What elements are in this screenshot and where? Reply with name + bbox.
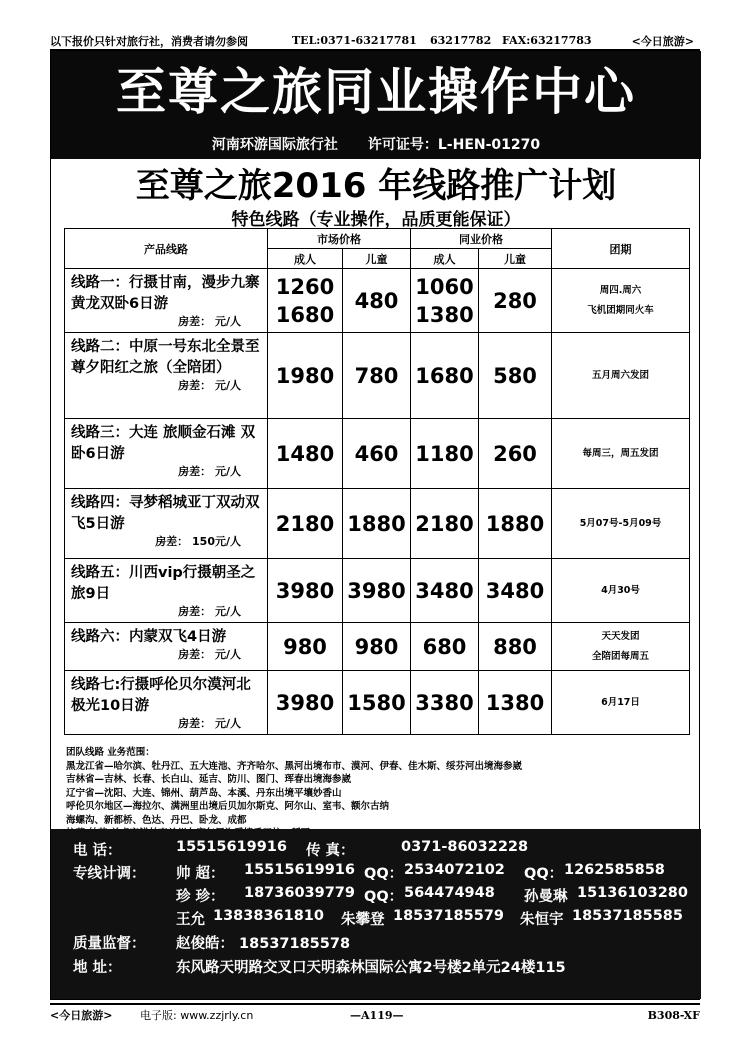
route-name-cell (65, 269, 268, 333)
departure-period: 五月周六发团 (552, 333, 690, 419)
contact-panel (51, 829, 701, 999)
route-name: 线路五：川西vip行摄朝圣之旅9日 (71, 565, 256, 602)
qq-number: 1262585858 (564, 862, 665, 878)
staff-phone: 15515619916 (244, 862, 355, 878)
market-adult-price: 1260 1680 (268, 269, 343, 333)
notice-text: 以下报价只针对旅行社，消费者请勿参阅 (50, 34, 248, 48)
departure-period: 每周三，周五发团 (552, 419, 690, 489)
route-row (65, 333, 690, 419)
scope-line: 呼伦贝尔地区—海拉尔、满洲里出境后贝加尔斯克、阿尔山、室韦、额尔古纳 (66, 801, 390, 812)
header-banner (51, 51, 701, 159)
departure-period: 4月30号 (552, 559, 690, 623)
trade-child-price: 280 (479, 269, 552, 333)
route-name-cell (65, 623, 268, 671)
page-subheadline: 特色线路（专业操作，品质更能保证） (231, 210, 521, 230)
market-adult-price: 3980 (268, 559, 343, 623)
trade-child-price: 1380 (479, 671, 552, 735)
trade-adult-price: 3480 (411, 559, 479, 623)
trade-child-price: 3480 (479, 559, 552, 623)
route-name-cell (65, 559, 268, 623)
market-adult-price: 980 (268, 623, 343, 671)
quality-row (51, 932, 701, 954)
room-difference: 房差： 150元/人 (155, 535, 241, 548)
trade-child-price: 260 (479, 419, 552, 489)
hotline-label: 专线计调： (73, 866, 146, 882)
hotline-row-1 (51, 862, 701, 884)
col-trade-adult: 成人 (411, 249, 479, 269)
qq-number: 2534072102 (404, 862, 505, 878)
col-market-child: 儿童 (343, 249, 411, 269)
route-row (65, 559, 690, 623)
scope-line: 黑龙江省—哈尔滨、牡丹江、五大连池、齐齐哈尔、黑河出境布市、漠河、伊春、佳木斯、绥芬河出境海参崴 (66, 760, 523, 772)
trade-adult-price: 680 (411, 623, 479, 671)
qq-label: QQ： (524, 866, 564, 882)
departure-period: 5月07号-5月09号 (552, 489, 690, 559)
tel-text: TEL:0371-63217781 (292, 34, 417, 47)
scope-line: 辽宁省—沈阳、大连、锦州、葫芦岛、本溪、丹东出境平壤妙香山 (66, 787, 342, 799)
col-period-header: 团期 (552, 229, 690, 269)
address-label: 地 址： (73, 960, 122, 976)
address-row (51, 956, 701, 978)
room-difference: 房差： 元/人 (178, 717, 241, 730)
fax-text: FAX:63217783 (502, 34, 592, 47)
route-name-cell (65, 419, 268, 489)
trade-child-price: 580 (479, 333, 552, 419)
route-name: 线路三：大连 旅顺金石滩 双卧6日游 (71, 425, 256, 462)
page-footer (50, 1003, 700, 1025)
staff-phone: 13838361810 (213, 908, 324, 924)
staff-phone: 18537185579 (393, 908, 504, 924)
scope-header: 团队线路 业务范围： (66, 747, 155, 758)
route-row (65, 489, 690, 559)
scope-line: 吉林省—吉林、长春、长白山、延吉、防川、图门、珲春出境海参崴 (66, 774, 352, 785)
staff-name: 王允 (176, 912, 205, 928)
phone-label: 电 话： (73, 843, 122, 859)
hotline-row-2 (51, 885, 701, 907)
col-trade-header: 同业价格 (411, 229, 552, 249)
market-adult-price: 1480 (268, 419, 343, 489)
footer-code: B308-XF (647, 1008, 700, 1022)
top-info-bar (50, 32, 700, 51)
departure-period: 天天发团 全陪团每周五 (552, 623, 690, 671)
room-difference: 房差： 元/人 (178, 379, 241, 392)
qq-label: QQ： (364, 866, 404, 882)
market-adult-price: 3980 (268, 671, 343, 735)
tel2-text: 63217782 (430, 34, 492, 47)
departure-period: 周四.周六 飞机团期同火车 (552, 269, 690, 333)
license-number: 许可证号：L-HEN-01270 (367, 137, 541, 153)
trade-adult-price: 2180 (411, 489, 479, 559)
route-name: 线路四：寻梦稻城亚丁双动双飞5日游 (71, 495, 260, 532)
market-child-price: 1580 (343, 671, 411, 735)
phone-row (51, 839, 701, 861)
staff-name: 珍 珍： (176, 889, 225, 905)
route-row (65, 269, 690, 333)
market-child-price: 480 (343, 269, 411, 333)
market-adult-price: 1980 (268, 333, 343, 419)
col-market-header: 市场价格 (268, 229, 411, 249)
route-row (65, 671, 690, 735)
banner-subline (51, 131, 701, 157)
footer-page: —A119— (350, 1008, 404, 1022)
quality-contact: 赵俊皓： 18537185578 (176, 936, 351, 952)
route-row (65, 419, 690, 489)
route-name: 线路一：行摄甘南，漫步九寨黄龙双卧6日游 (71, 275, 260, 312)
banner-title: 至尊之旅同业操作中心 (116, 63, 636, 121)
hotline-row-3 (51, 908, 701, 930)
phone-number: 15515619916 (176, 839, 287, 855)
qq-number: 564474948 (404, 885, 495, 901)
fax-label: 传 真： (306, 843, 355, 859)
market-child-price: 1880 (343, 489, 411, 559)
room-difference: 房差： 元/人 (178, 605, 241, 618)
route-name: 线路二：中原一号东北全景至尊夕阳红之旅（全陪团） (71, 339, 260, 376)
brand-text: <今日旅游> (631, 34, 694, 48)
trade-adult-price: 1060 1380 (411, 269, 479, 333)
market-child-price: 460 (343, 419, 411, 489)
departure-period: 6月17日 (552, 671, 690, 735)
route-name-cell (65, 671, 268, 735)
staff-name: 朱攀登 (341, 912, 385, 928)
market-child-price: 780 (343, 333, 411, 419)
trade-child-price: 880 (479, 623, 552, 671)
agency-name: 河南环游国际旅行社 (211, 137, 338, 153)
col-product-header: 产品线路 (65, 229, 268, 269)
route-name: 线路六：内蒙双飞4日游 (71, 629, 227, 645)
staff-phone: 15136103280 (577, 885, 688, 901)
business-scope (66, 746, 691, 841)
route-row (65, 623, 690, 671)
address-text: 东风路天明路交叉口天明森林国际公寓2号楼2单元24楼115 (176, 960, 566, 976)
flyer-page (50, 50, 700, 1000)
col-market-adult: 成人 (268, 249, 343, 269)
route-rows (65, 269, 690, 735)
staff-phone: 18537185585 (572, 908, 683, 924)
room-difference: 房差： 元/人 (178, 648, 241, 661)
trade-adult-price: 1680 (411, 333, 479, 419)
price-table (64, 228, 690, 735)
page-headline: 至尊之旅2016 年线路推广计划 (135, 166, 617, 206)
staff-name: 朱恒宇 (520, 912, 564, 928)
route-name: 线路七:行摄呼伦贝尔漠河北极光10日游 (71, 677, 251, 714)
trade-adult-price: 3380 (411, 671, 479, 735)
route-name-cell (65, 489, 268, 559)
room-difference: 房差： 元/人 (178, 315, 241, 328)
footer-web: 电子版: www.zzjrly.cn (140, 1009, 254, 1022)
trade-adult-price: 1180 (411, 419, 479, 489)
staff-name: 孙曼琳 (524, 889, 568, 905)
staff-phone: 18736039779 (244, 885, 355, 901)
qq-label: QQ： (364, 889, 404, 905)
col-trade-child: 儿童 (479, 249, 552, 269)
trade-child-price: 1880 (479, 489, 552, 559)
staff-name: 帅 超： (176, 866, 225, 882)
scope-line: 海螺沟、新都桥、色达、丹巴、卧龙、成都 (66, 814, 247, 826)
market-child-price: 980 (343, 623, 411, 671)
market-child-price: 3980 (343, 559, 411, 623)
room-difference: 房差： 元/人 (178, 465, 241, 478)
fax-number: 0371-86032228 (401, 839, 529, 855)
quality-label: 质量监督： (73, 936, 146, 952)
market-adult-price: 2180 (268, 489, 343, 559)
footer-brand: <今日旅游> (50, 1009, 113, 1022)
route-name-cell (65, 333, 268, 419)
